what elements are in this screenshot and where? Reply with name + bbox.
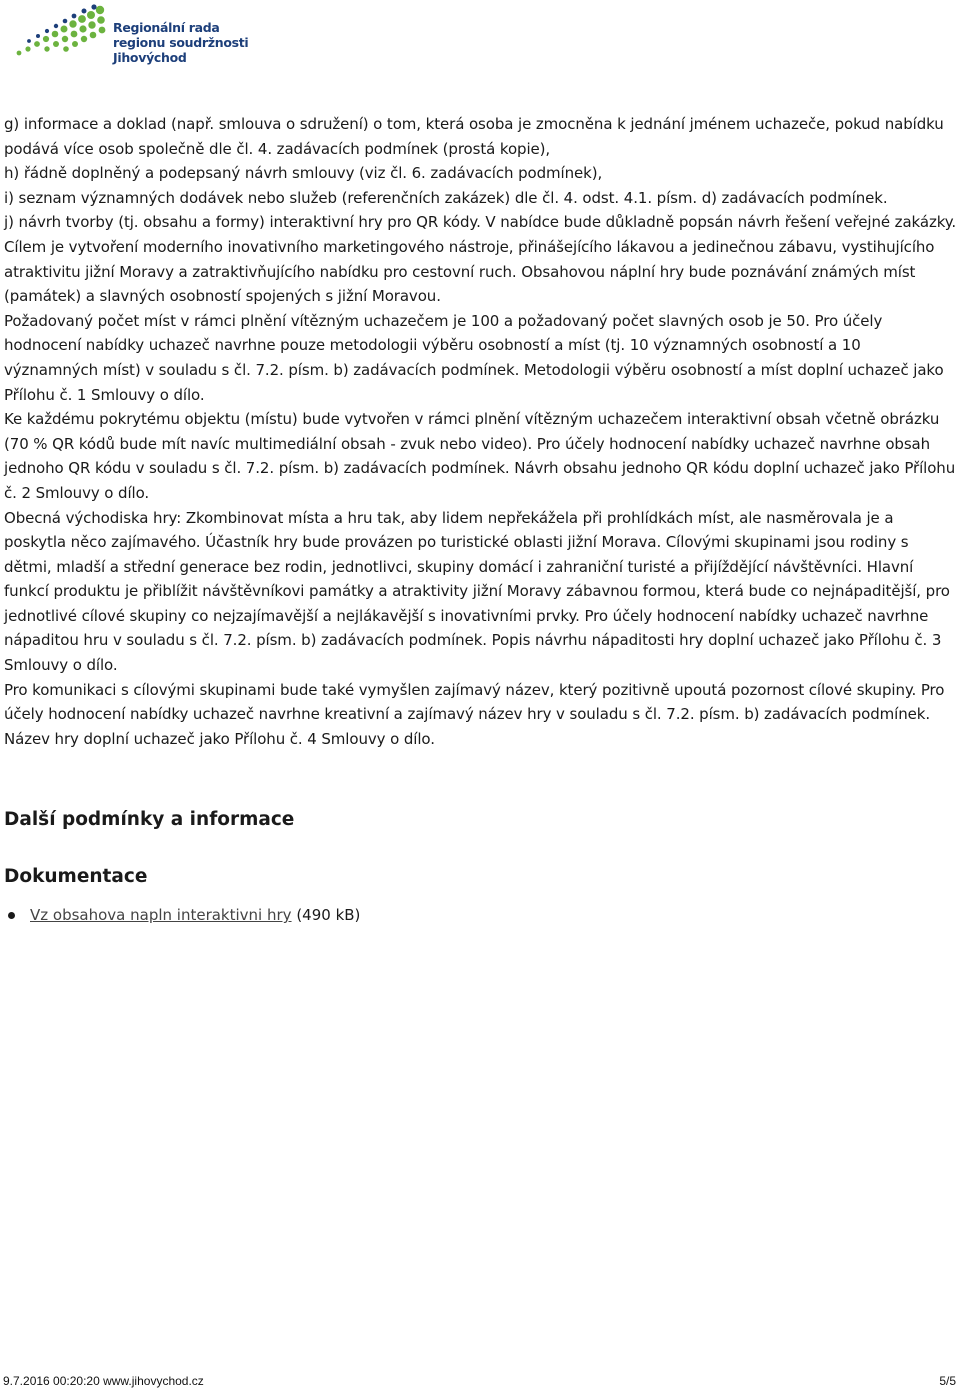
paragraph-game-name: Pro komunikaci s cílovými skupinami bude také vymyšlen zajímavý název, který pozitivně upoutá pozornost cílové skupiny. Pro účely hodnocení nabídky uchazeč navrhne kreativní a zajímavý název hry v souladu s čl. 7.2. písm. b) zadávacích podmínek. Název hry doplní uchazeč jako Přílohu č. 4 Smlouvy o dílo. xyxy=(4,680,945,748)
paragraph-count: Požadovaný počet míst v rámci plnění vítězným uchazečem je 100 a požadovaný počet slavných osob je 50. Pro účely hodnocení nabídky uchazeč navrhne pouze metodologii výběru osobností a míst (tj. 10 významných osobností a 10 významných míst) v souladu s čl. 7.2. písm. b) zadávacích podmínek. Metodologii výběru osobností a míst doplní uchazeč jako Přílohu č. 1 Smlouvy o dílo. xyxy=(4,311,944,404)
document-body xyxy=(4,112,957,751)
page-number: 5/5 xyxy=(939,1374,956,1388)
paragraph-h: h) řádně doplněný a podepsaný návrh smlouvy (viz čl. 6. zadávacích podmínek), xyxy=(4,164,603,183)
organization-logo xyxy=(14,2,254,68)
section-title-documentation: Dokumentace xyxy=(4,866,148,887)
documentation-list xyxy=(4,903,360,927)
paragraph-content: Ke každému pokrytému objektu (místu) bude vytvořen v rámci plnění vítězným uchazečem interaktivní obsah včetně obrázku (70 % QR kódů bude mít navíc multimediální obsah - zvuk nebo video). Pro účely hodnocení nabídky uchazeč navrhne obsah jednoho QR kódu v souladu s čl. 7.2. písm. b) zadávacích podmínek. Návrh obsahu jednoho QR kódu doplní uchazeč jako Přílohu č. 2 Smlouvy o dílo. xyxy=(4,410,956,502)
document-link[interactable]: Vz obsahova napln interaktivni hry xyxy=(30,906,292,924)
paragraph-g: g) informace a doklad (např. smlouva o sdružení) o tom, která osoba je zmocněna k jednání jménem uchazeče, pokud nabídku podává více osob společně dle čl. 4. zadávacích podmínek (prostá kopie), xyxy=(4,115,944,158)
paragraph-game-basis: Obecná východiska hry: Zkombinovat místa a hru tak, aby lidem nepřekážela při prohlídkách míst, ale nasměrovala je a poskytla něco zajímavého. Účastník hry bude provázen po turistické oblasti jižní Morava. Cílovými skupinami jsou rodiny s dětmi, mladší a střední generace bez rodin, jednotlivci, skupiny domácí i zahraniční turisté a přijíždějící návštěvníci. Hlavní funkcí produktu je přiblížit návštěvníkovi památky a atraktivity jižní Moravy zábavnou formou, která bude co nejnápaditější, pro jednotlivé cílové skupiny co nejzajímavější a nejlákavější s inovativními prvky. Pro účely hodnocení nabídky uchazeč navrhne nápaditou hru v souladu s čl. 7.2. písm. b) zadávacích podmínek. Popis návrhu nápaditosti hry doplní uchazeč jako Přílohu č. 3 Smlouvy o dílo. xyxy=(4,508,950,675)
logo-line-3: Jihovýchod xyxy=(113,50,187,65)
logo-text xyxy=(113,20,248,65)
document-size: (490 kB) xyxy=(296,906,361,924)
logo-line-1: Regionální rada xyxy=(113,20,220,35)
paragraph-i: i) seznam významných dodávek nebo služeb (referenčních zakázek) dle čl. 4. odst. 4.1. písm. d) zadávacích podmínek. xyxy=(4,188,888,207)
bullet-icon xyxy=(8,912,15,919)
section-title-further-info: Další podmínky a informace xyxy=(4,809,295,830)
footer-timestamp: 9.7.2016 00:20:20 www.jihovychod.cz xyxy=(3,1374,204,1388)
document-item xyxy=(4,903,360,927)
paragraph-j: j) návrh tvorby (tj. obsahu a formy) interaktivní hry pro QR kódy. V nabídce bude důkladně popsán návrh řešení veřejné zakázky. Cílem je vytvoření moderního inovativního marketingového nástroje, přinášejícího lákavou a jedinečnou zábavu, vystihujícího atraktivitu jižní Moravy a zatraktivňujícího nabídku pro cestovní ruch. Obsahovou náplní hry bude poznávání známých míst (památek) a slavných osobností spojených s jižní Moravou. xyxy=(4,213,957,306)
logo-mark-icon xyxy=(14,4,110,56)
logo-line-2: regionu soudržnosti xyxy=(113,35,249,50)
